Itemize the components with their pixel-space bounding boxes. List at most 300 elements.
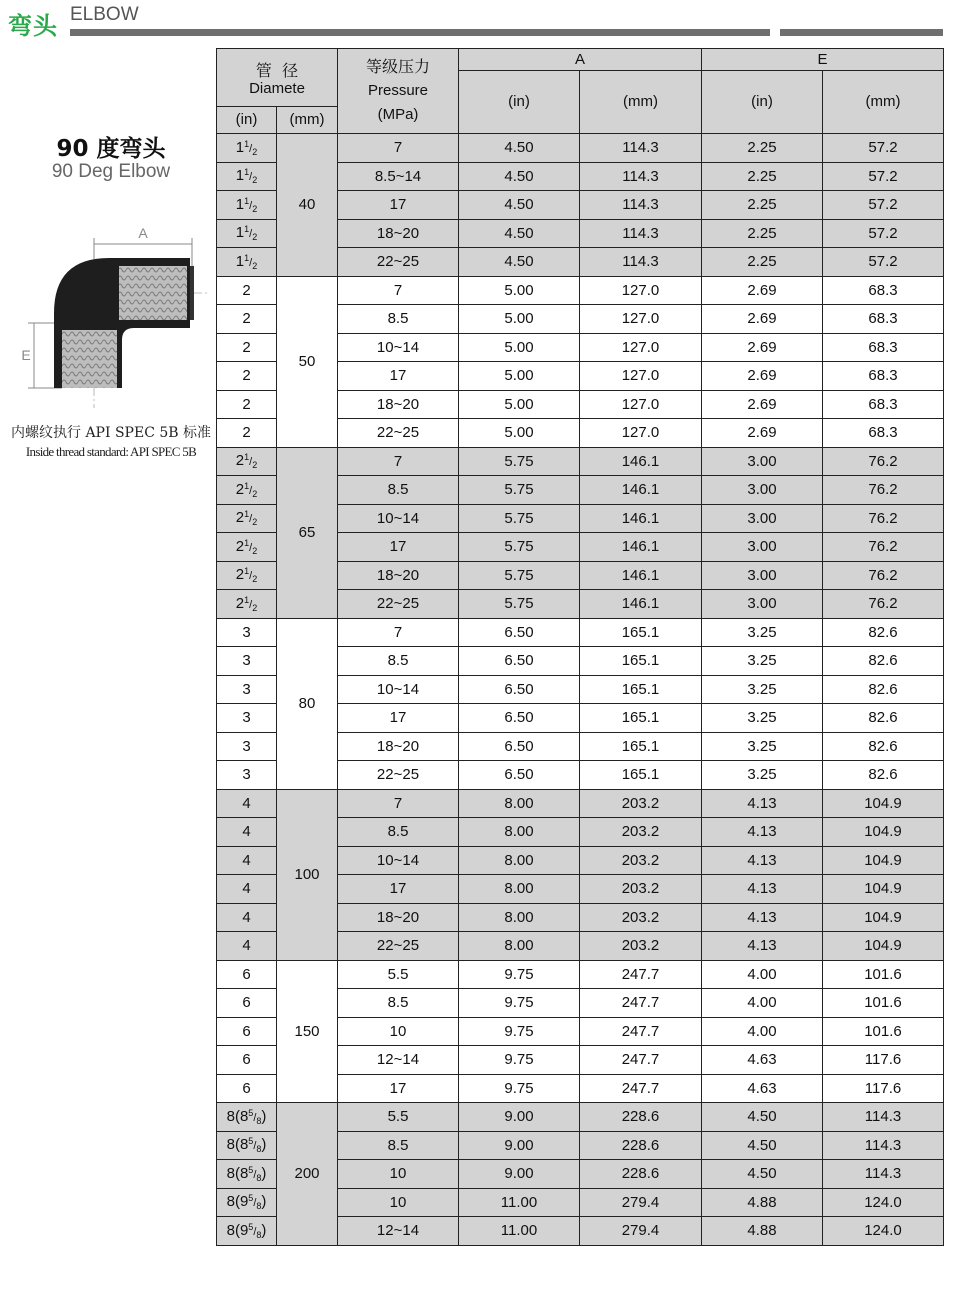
size-in-whole: 4 <box>242 823 251 841</box>
e-mm-cell: 57.2 <box>823 219 944 248</box>
a-mm-cell: 114.3 <box>580 219 702 248</box>
size-in-suffix: ) <box>261 1193 267 1211</box>
pressure-cell: 17 <box>338 704 459 733</box>
size-in-cell <box>217 1046 277 1075</box>
fraction-slash: / <box>253 1168 257 1181</box>
size-in-denominator: 8 <box>256 1201 262 1212</box>
e-mm-cell: 82.6 <box>823 675 944 704</box>
size-in-cell <box>217 618 277 647</box>
a-mm-cell: 203.2 <box>580 932 702 961</box>
pressure-cell: 7 <box>338 618 459 647</box>
pressure-cell: 17 <box>338 362 459 391</box>
size-in-denominator: 2 <box>252 232 258 243</box>
a-mm-cell: 114.3 <box>580 134 702 163</box>
a-mm-cell: 127.0 <box>580 362 702 391</box>
size-in-denominator: 2 <box>252 574 258 585</box>
a-mm-cell: 203.2 <box>580 903 702 932</box>
a-mm-cell: 203.2 <box>580 789 702 818</box>
size-in-numerator: 1 <box>244 509 250 520</box>
diameter-in-header: (in) <box>217 107 277 134</box>
size-in-whole: 6 <box>242 965 251 983</box>
fraction-slash: / <box>249 570 253 583</box>
size-mm-cell: 150 <box>277 960 338 1103</box>
pressure-cell: 12~14 <box>338 1046 459 1075</box>
thread-standard-note-en: Inside thread standard: API SPEC 5B <box>25 444 197 459</box>
size-in-whole: 1 <box>235 195 245 213</box>
a-in-cell: 5.75 <box>459 476 580 505</box>
a-in-header: (in) <box>459 71 580 134</box>
a-in-cell: 4.50 <box>459 191 580 220</box>
a-mm-cell: 165.1 <box>580 704 702 733</box>
e-in-cell: 2.25 <box>702 134 823 163</box>
size-in-suffix: ) <box>261 1221 267 1239</box>
e-mm-cell: 68.3 <box>823 362 944 391</box>
table-row <box>217 789 944 818</box>
size-in-whole: 8(8 <box>226 1136 249 1154</box>
size-in-whole: 6 <box>242 1051 251 1069</box>
size-in-whole: 2 <box>235 594 245 612</box>
e-mm-cell: 57.2 <box>823 134 944 163</box>
size-in-cell <box>217 191 277 220</box>
size-in-whole: 1 <box>235 138 245 156</box>
size-in-numerator: 1 <box>244 452 250 463</box>
e-mm-cell: 76.2 <box>823 447 944 476</box>
e-in-cell: 3.00 <box>702 561 823 590</box>
e-in-cell: 2.69 <box>702 333 823 362</box>
a-in-cell: 6.50 <box>459 732 580 761</box>
size-in-cell <box>217 1217 277 1246</box>
size-in-whole: 2 <box>235 452 245 470</box>
size-in-whole: 2 <box>242 424 251 442</box>
size-in-cell <box>217 219 277 248</box>
a-in-cell: 5.75 <box>459 504 580 533</box>
a-mm-cell: 279.4 <box>580 1217 702 1246</box>
e-in-cell: 4.88 <box>702 1188 823 1217</box>
a-in-cell: 8.00 <box>459 818 580 847</box>
size-in-cell <box>217 590 277 619</box>
size-in-cell <box>217 419 277 448</box>
size-in-numerator: 5 <box>248 1136 254 1147</box>
dimension-e-label: E <box>21 347 31 363</box>
e-mm-cell: 76.2 <box>823 476 944 505</box>
e-in-cell: 4.13 <box>702 789 823 818</box>
e-in-cell: 2.69 <box>702 305 823 334</box>
e-in-cell: 4.50 <box>702 1160 823 1189</box>
spec-table-body <box>217 134 944 1246</box>
a-in-cell: 8.00 <box>459 846 580 875</box>
size-in-denominator: 8 <box>256 1115 262 1126</box>
e-in-cell: 3.00 <box>702 447 823 476</box>
a-mm-cell: 146.1 <box>580 590 702 619</box>
size-in-suffix: ) <box>261 1164 267 1182</box>
e-mm-cell: 104.9 <box>823 932 944 961</box>
a-in-cell: 9.75 <box>459 1046 580 1075</box>
a-in-cell: 4.50 <box>459 219 580 248</box>
size-in-cell <box>217 1131 277 1160</box>
a-mm-cell: 247.7 <box>580 1046 702 1075</box>
size-mm-cell: 100 <box>277 789 338 960</box>
size-in-whole: 4 <box>242 908 251 926</box>
pressure-cell: 18~20 <box>338 390 459 419</box>
size-in-whole: 3 <box>242 737 251 755</box>
a-in-cell: 8.00 <box>459 789 580 818</box>
a-mm-cell: 165.1 <box>580 675 702 704</box>
size-in-cell <box>217 704 277 733</box>
size-in-whole: 4 <box>242 851 251 869</box>
a-in-cell: 5.75 <box>459 561 580 590</box>
section-title-en: ELBOW <box>70 4 139 25</box>
size-in-whole: 4 <box>242 794 251 812</box>
size-in-numerator: 5 <box>248 1193 254 1204</box>
size-in-whole: 8(8 <box>226 1107 249 1125</box>
a-mm-cell: 165.1 <box>580 647 702 676</box>
a-in-cell: 5.00 <box>459 276 580 305</box>
size-in-whole: 2 <box>242 310 251 328</box>
product-name-en: 90 Deg Elbow <box>51 161 171 182</box>
size-in-denominator: 2 <box>252 488 258 499</box>
pressure-cell: 8.5 <box>338 647 459 676</box>
e-in-cell: 3.00 <box>702 504 823 533</box>
a-mm-header: (mm) <box>580 71 702 134</box>
size-in-cell <box>217 447 277 476</box>
fraction-slash: / <box>253 1111 257 1124</box>
size-in-cell <box>217 248 277 277</box>
pressure-cell: 18~20 <box>338 561 459 590</box>
e-mm-cell: 82.6 <box>823 618 944 647</box>
size-in-cell <box>217 1017 277 1046</box>
e-in-cell: 3.00 <box>702 476 823 505</box>
e-in-cell: 4.13 <box>702 903 823 932</box>
size-in-whole: 2 <box>242 395 251 413</box>
size-in-whole: 6 <box>242 994 251 1012</box>
pressure-cell: 10~14 <box>338 333 459 362</box>
a-in-cell: 6.50 <box>459 647 580 676</box>
size-in-numerator: 1 <box>244 594 250 605</box>
e-mm-cell: 57.2 <box>823 162 944 191</box>
a-mm-cell: 165.1 <box>580 618 702 647</box>
fraction-slash: / <box>249 484 253 497</box>
a-in-cell: 5.00 <box>459 390 580 419</box>
a-mm-cell: 203.2 <box>580 875 702 904</box>
a-in-cell: 5.00 <box>459 333 580 362</box>
a-in-cell: 5.00 <box>459 362 580 391</box>
size-in-cell <box>217 305 277 334</box>
pressure-cell: 10~14 <box>338 846 459 875</box>
size-in-cell <box>217 761 277 790</box>
e-in-cell: 3.25 <box>702 618 823 647</box>
e-mm-cell: 101.6 <box>823 1017 944 1046</box>
a-mm-cell: 127.0 <box>580 305 702 334</box>
pressure-cell: 12~14 <box>338 1217 459 1246</box>
size-in-whole: 2 <box>242 367 251 385</box>
a-mm-cell: 114.3 <box>580 191 702 220</box>
size-in-whole: 3 <box>242 652 251 670</box>
size-in-numerator: 1 <box>244 167 250 178</box>
size-in-numerator: 1 <box>244 480 250 491</box>
e-mm-cell: 104.9 <box>823 875 944 904</box>
size-in-denominator: 2 <box>252 175 258 186</box>
pressure-cell: 5.5 <box>338 1103 459 1132</box>
diameter-header-en: Diamete <box>249 79 305 97</box>
size-in-cell <box>217 1074 277 1103</box>
size-in-denominator: 8 <box>256 1229 262 1240</box>
pressure-cell: 22~25 <box>338 932 459 961</box>
fraction-slash: / <box>249 142 253 155</box>
a-mm-cell: 127.0 <box>580 419 702 448</box>
dimension-a-label: A <box>138 225 148 241</box>
size-in-whole: 8(9 <box>226 1193 249 1211</box>
e-mm-cell: 76.2 <box>823 533 944 562</box>
size-in-denominator: 8 <box>256 1172 262 1183</box>
e-in-cell: 2.69 <box>702 419 823 448</box>
e-mm-cell: 68.3 <box>823 419 944 448</box>
pressure-cell: 7 <box>338 276 459 305</box>
e-header: E <box>702 49 944 71</box>
pressure-cell: 8.5 <box>338 818 459 847</box>
size-in-denominator: 2 <box>252 260 258 271</box>
product-name-cn: 90 度弯头 <box>56 136 166 162</box>
fraction-slash: / <box>249 228 253 241</box>
size-in-whole: 3 <box>242 766 251 784</box>
size-in-suffix: ) <box>261 1107 267 1125</box>
e-in-cell: 2.25 <box>702 248 823 277</box>
size-in-whole: 2 <box>235 537 245 555</box>
size-in-whole: 4 <box>242 880 251 898</box>
e-mm-cell: 82.6 <box>823 761 944 790</box>
a-mm-cell: 127.0 <box>580 276 702 305</box>
size-in-cell <box>217 561 277 590</box>
e-mm-cell: 117.6 <box>823 1074 944 1103</box>
a-in-cell: 4.50 <box>459 248 580 277</box>
e-in-cell: 3.25 <box>702 647 823 676</box>
e-in-cell: 3.25 <box>702 704 823 733</box>
e-mm-header: (mm) <box>823 71 944 134</box>
size-in-cell <box>217 732 277 761</box>
size-in-numerator: 1 <box>244 138 250 149</box>
fraction-slash: / <box>253 1225 257 1238</box>
size-in-denominator: 2 <box>252 545 258 556</box>
fraction-slash: / <box>249 199 253 212</box>
pressure-cell: 7 <box>338 789 459 818</box>
table-row <box>217 276 944 305</box>
pressure-cell: 18~20 <box>338 732 459 761</box>
a-mm-cell: 114.3 <box>580 248 702 277</box>
size-in-denominator: 2 <box>252 146 258 157</box>
a-mm-cell: 203.2 <box>580 846 702 875</box>
pressure-header-cn: 等级压力 <box>365 57 430 76</box>
size-in-denominator: 2 <box>252 517 258 528</box>
elbow-spec-table <box>216 48 944 1246</box>
e-in-cell: 3.25 <box>702 675 823 704</box>
a-in-cell: 5.75 <box>459 447 580 476</box>
e-in-cell: 4.13 <box>702 932 823 961</box>
fraction-slash: / <box>249 541 253 554</box>
pressure-header <box>338 49 459 134</box>
a-in-cell: 6.50 <box>459 675 580 704</box>
a-in-cell: 5.75 <box>459 533 580 562</box>
a-in-cell: 4.50 <box>459 134 580 163</box>
size-in-numerator: 5 <box>248 1164 254 1175</box>
size-in-numerator: 5 <box>248 1221 254 1232</box>
e-in-cell: 2.25 <box>702 219 823 248</box>
size-mm-cell: 65 <box>277 447 338 618</box>
a-mm-cell: 247.7 <box>580 1017 702 1046</box>
e-mm-cell: 101.6 <box>823 960 944 989</box>
size-in-cell <box>217 647 277 676</box>
size-in-cell <box>217 789 277 818</box>
a-in-cell: 9.75 <box>459 1074 580 1103</box>
size-mm-cell: 80 <box>277 618 338 789</box>
size-in-whole: 2 <box>242 338 251 356</box>
size-in-numerator: 1 <box>244 252 250 263</box>
e-mm-cell: 76.2 <box>823 504 944 533</box>
a-in-cell: 6.50 <box>459 704 580 733</box>
a-in-cell: 6.50 <box>459 761 580 790</box>
e-in-cell: 4.13 <box>702 875 823 904</box>
size-in-denominator: 8 <box>256 1144 262 1155</box>
table-row <box>217 447 944 476</box>
a-in-cell: 8.00 <box>459 903 580 932</box>
e-mm-cell: 82.6 <box>823 704 944 733</box>
size-in-cell <box>217 390 277 419</box>
a-in-cell: 8.00 <box>459 932 580 961</box>
pressure-cell: 8.5~14 <box>338 162 459 191</box>
size-in-whole: 3 <box>242 680 251 698</box>
size-in-cell <box>217 675 277 704</box>
size-in-cell <box>217 533 277 562</box>
a-mm-cell: 228.6 <box>580 1160 702 1189</box>
a-in-cell: 6.50 <box>459 618 580 647</box>
size-in-whole: 3 <box>242 623 251 641</box>
e-in-cell: 4.00 <box>702 989 823 1018</box>
size-in-denominator: 2 <box>252 602 258 613</box>
e-mm-cell: 57.2 <box>823 248 944 277</box>
pressure-cell: 8.5 <box>338 476 459 505</box>
e-mm-cell: 101.6 <box>823 989 944 1018</box>
e-in-cell: 4.50 <box>702 1103 823 1132</box>
e-in-cell: 4.13 <box>702 846 823 875</box>
pressure-cell: 7 <box>338 447 459 476</box>
size-in-cell <box>217 362 277 391</box>
e-in-cell: 3.25 <box>702 761 823 790</box>
size-mm-cell: 50 <box>277 276 338 447</box>
e-in-cell: 4.50 <box>702 1131 823 1160</box>
e-mm-cell: 124.0 <box>823 1217 944 1246</box>
e-mm-cell: 104.9 <box>823 818 944 847</box>
a-mm-cell: 146.1 <box>580 561 702 590</box>
e-in-cell: 3.25 <box>702 732 823 761</box>
elbow-drawing <box>14 218 210 408</box>
e-in-cell: 2.69 <box>702 276 823 305</box>
e-mm-cell: 114.3 <box>823 1160 944 1189</box>
size-in-cell <box>217 162 277 191</box>
e-mm-cell: 82.6 <box>823 732 944 761</box>
size-in-whole: 1 <box>235 252 245 270</box>
size-in-cell <box>217 504 277 533</box>
e-in-header: (in) <box>702 71 823 134</box>
a-mm-cell: 247.7 <box>580 1074 702 1103</box>
size-in-cell <box>217 1103 277 1132</box>
fraction-slash: / <box>249 513 253 526</box>
size-in-cell <box>217 1188 277 1217</box>
fraction-slash: / <box>253 1197 257 1210</box>
size-in-whole: 8(8 <box>226 1164 249 1182</box>
a-mm-cell: 165.1 <box>580 761 702 790</box>
a-in-cell: 9.00 <box>459 1160 580 1189</box>
e-in-cell: 2.69 <box>702 390 823 419</box>
pressure-cell: 7 <box>338 134 459 163</box>
size-mm-cell: 40 <box>277 134 338 277</box>
a-mm-cell: 127.0 <box>580 390 702 419</box>
e-in-cell: 2.25 <box>702 191 823 220</box>
size-in-numerator: 1 <box>244 566 250 577</box>
size-in-cell <box>217 960 277 989</box>
e-mm-cell: 76.2 <box>823 561 944 590</box>
e-mm-cell: 68.3 <box>823 305 944 334</box>
diameter-header <box>217 49 338 107</box>
size-in-cell <box>217 846 277 875</box>
e-in-cell: 4.63 <box>702 1074 823 1103</box>
size-in-whole: 2 <box>235 480 245 498</box>
a-in-cell: 9.00 <box>459 1103 580 1132</box>
e-mm-cell: 76.2 <box>823 590 944 619</box>
size-in-numerator: 1 <box>244 537 250 548</box>
size-in-numerator: 1 <box>244 224 250 235</box>
a-in-cell: 8.00 <box>459 875 580 904</box>
pressure-cell: 10 <box>338 1160 459 1189</box>
e-mm-cell: 124.0 <box>823 1188 944 1217</box>
size-in-denominator: 2 <box>252 460 258 471</box>
a-mm-cell: 146.1 <box>580 533 702 562</box>
header-rule-short <box>780 29 943 36</box>
pressure-cell: 5.5 <box>338 960 459 989</box>
e-mm-cell: 68.3 <box>823 276 944 305</box>
size-in-denominator: 2 <box>252 203 258 214</box>
e-in-cell: 3.00 <box>702 590 823 619</box>
size-mm-cell: 200 <box>277 1103 338 1246</box>
a-in-cell: 5.00 <box>459 419 580 448</box>
a-mm-cell: 146.1 <box>580 447 702 476</box>
e-in-cell: 3.00 <box>702 533 823 562</box>
a-mm-cell: 247.7 <box>580 960 702 989</box>
pressure-cell: 17 <box>338 1074 459 1103</box>
thread-standard-note-cn: 内螺纹执行 API SPEC 5B 标准 <box>11 425 211 441</box>
a-in-cell: 9.75 <box>459 1017 580 1046</box>
table-row <box>217 960 944 989</box>
a-mm-cell: 228.6 <box>580 1131 702 1160</box>
size-in-cell <box>217 875 277 904</box>
e-mm-cell: 114.3 <box>823 1103 944 1132</box>
table-row <box>217 1103 944 1132</box>
size-in-numerator: 1 <box>244 195 250 206</box>
pressure-header-unit: (MPa) <box>377 106 419 123</box>
e-in-cell: 4.00 <box>702 1017 823 1046</box>
a-mm-cell: 279.4 <box>580 1188 702 1217</box>
e-mm-cell: 57.2 <box>823 191 944 220</box>
size-in-cell <box>217 818 277 847</box>
pressure-cell: 18~20 <box>338 903 459 932</box>
pressure-cell: 8.5 <box>338 989 459 1018</box>
e-mm-cell: 114.3 <box>823 1131 944 1160</box>
a-in-cell: 9.75 <box>459 960 580 989</box>
pressure-cell: 22~25 <box>338 419 459 448</box>
size-in-cell <box>217 1160 277 1189</box>
section-title-cn: 弯头 <box>8 12 58 40</box>
e-mm-cell: 82.6 <box>823 647 944 676</box>
pressure-cell: 10 <box>338 1188 459 1217</box>
pressure-header-en: Pressure <box>367 82 429 99</box>
a-in-cell: 4.50 <box>459 162 580 191</box>
